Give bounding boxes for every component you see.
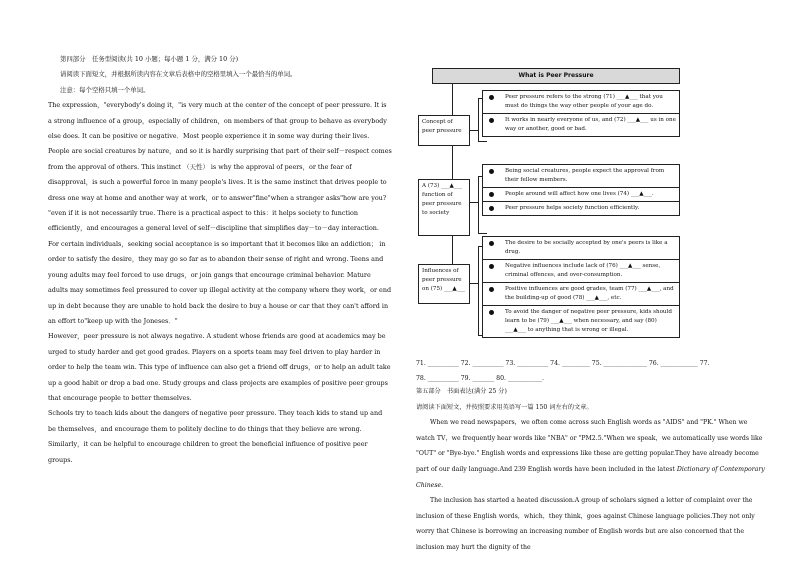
passage-column <box>48 52 392 468</box>
diagram-item: Negative influences include lack of (76) ___▲___ sense, criminal offences, and over-consumption. <box>483 260 679 283</box>
connector-line <box>452 83 453 115</box>
items-group-concept <box>482 90 680 137</box>
connector-line <box>470 130 478 131</box>
bullet-icon <box>489 287 494 292</box>
connector-line <box>470 202 478 203</box>
answer-line: 71. __________ 72. __________ 73. __________ 74. _________ 75. ______________ 76. ____________ 77. <box>416 360 710 367</box>
bullet-icon <box>489 118 494 123</box>
diagram-item: Peer pressure helps society function efficiently. <box>483 202 679 215</box>
bullet-icon <box>489 169 494 174</box>
bullet-icon <box>489 206 494 211</box>
category-influences: Influences of peer pressure on (75) ___▲___ <box>418 264 470 304</box>
diagram-title: What is Peer Pressure <box>432 68 680 84</box>
diagram-item: People around will affect how one lives (74) ___▲___. <box>483 188 679 202</box>
section4-heading: 第四部分 任务型阅读(共 10 小题；每小题 1 分，满分 10 分) <box>60 55 239 63</box>
passage-paragraph: For certain individuals，seeking social acceptance is so important that it becomes like an addiction； in order to satisfy the desire，they may go so far as to abandon their sense of right and wrong. Teens and young adults may feel forced to use drugs，or join gangs that encourage criminal behavior. Mature adults may sometimes feel pressured to cover up illegal activity at the company where they work，or end up in debt because they are unable to hold back the desire to buy a house or car that they can't afford in an effort to"keep up with the Joneses．" <box>48 239 392 325</box>
dictionary-title: Dictionary of Contemporary Chinese. <box>416 465 765 489</box>
diagram-item: Positive influences are good grades, team (77) ___▲___, and the building-up of good (78) ___▲___, etc. <box>483 283 679 306</box>
category-concept: Concept of peer pressure <box>418 115 470 146</box>
diagram-item: To avoid the danger of negative peer pressure, kids should learn to be (79) ___▲___ when necessary, and say (80) ___▲___ to anything that is wrong or illegal. <box>483 306 679 337</box>
diagram-item: Being social creatures, people expect the approval from their fellow members. <box>483 165 679 188</box>
writing-section <box>416 384 766 556</box>
section5-heading: 第五部分 书面表达(满分 25 分) <box>416 388 507 395</box>
section5-instruction: 请阅读下面短文，并按照要求用英语写一篇 150 词左右的文章。 <box>416 403 593 411</box>
connector-line <box>470 283 478 284</box>
diagram-item: It works in nearly everyone of us, and (72) ___▲___ us in one way or another, good or bad. <box>483 114 679 136</box>
bullet-icon <box>489 241 494 246</box>
writing-paragraph: The inclusion has started a heated discussion.A group of scholars signed a letter of complaint over the inclusion of these English words，which，they think，goes against Chinese language policies.They not only worry that Chinese is borrowing an increasing number of English words but are also concerned that the inclusion may hurt the dignity of the <box>416 497 755 551</box>
bullet-icon <box>489 95 494 100</box>
passage-paragraph: People are social creatures by nature，and so it is hardly surprising that part of their self－respect comes from the approval of others. This instinct （天性） is why the approval of peers，or the fear of disapproval，is such a powerful force in many people's lives. It is the same instinct that drives people to dress one way at home and another way at work，or to answer"fine"when a stranger asks"how are you? "even if it is not necessarily true. There is a practical aspect to this：it helps society to function efficiently，and encourages a general level of self－discipline that simplifies day－to－day interaction. <box>48 147 392 233</box>
items-group-influences <box>482 236 680 338</box>
passage-paragraph: However，peer pressure is not always negative. A student whose friends are good at academics may be urged to study harder and get good grades. Players on a sports team may feel driven to play harder in order to help the team win. This type of influence can also get a friend off drugs，or to help an adult take up a good habit or drop a bad one. Study groups and class projects are examples of positive peer groups that encourage people to better themselves. <box>48 332 391 402</box>
diagram-item: Peer pressure refers to the strong (71) ___▲___ that you must do things the way other people of your age do. <box>483 91 679 114</box>
items-group-function <box>482 164 680 216</box>
answer-blanks <box>416 356 766 386</box>
connector-line <box>452 146 453 180</box>
section4-instruction: 请阅读下面短文，并根据所读内容在文章后表格中的空格里填入一个最恰当的单词。 <box>60 70 297 79</box>
peer-pressure-diagram <box>416 68 678 344</box>
bullet-icon <box>489 264 494 269</box>
passage-paragraph: Schools try to teach kids about the dangers of negative peer pressure. They teach kids to stand up and be themselves，and encourage them to politely decline to do things that they believe are wrong. Similarly，it can be helpful to encourage children to greet the beneficial influence of positive peer groups. <box>48 409 383 464</box>
writing-paragraph: When we read newspapers，we often come across such English words as "AIDS" and "PK." When we watch TV，we frequently hear words like "NBA" or "PM2.5."When we speak，we automatically use words like "OUT" or "Bye-bye." English words and expressions like these are getting popular.They have already become part of our daily language.And 239 English words have been included in the latest Dictionary of Contemporary Chinese. <box>416 419 765 489</box>
bullet-icon <box>489 192 494 197</box>
section4-note: 注意：每个空格只填一个单词。 <box>60 85 150 94</box>
answer-line: 78. __________ 79. _______ 80. ___________. <box>416 375 544 382</box>
bullet-icon <box>489 310 494 315</box>
passage-paragraph: The expression，"everybody's doing it，"is very much at the center of the concept of peer pressure. It is a strong influence of a group，especially of children，on members of that group to behave as everybody else does. It can be positive or negative．Most people experience it in some way during their lives. <box>48 101 387 141</box>
category-function: A (73) ___▲___ function of peer pressure to society <box>418 179 470 236</box>
diagram-item: The desire to be socially accepted by one's peers is like a drug. <box>483 237 679 260</box>
